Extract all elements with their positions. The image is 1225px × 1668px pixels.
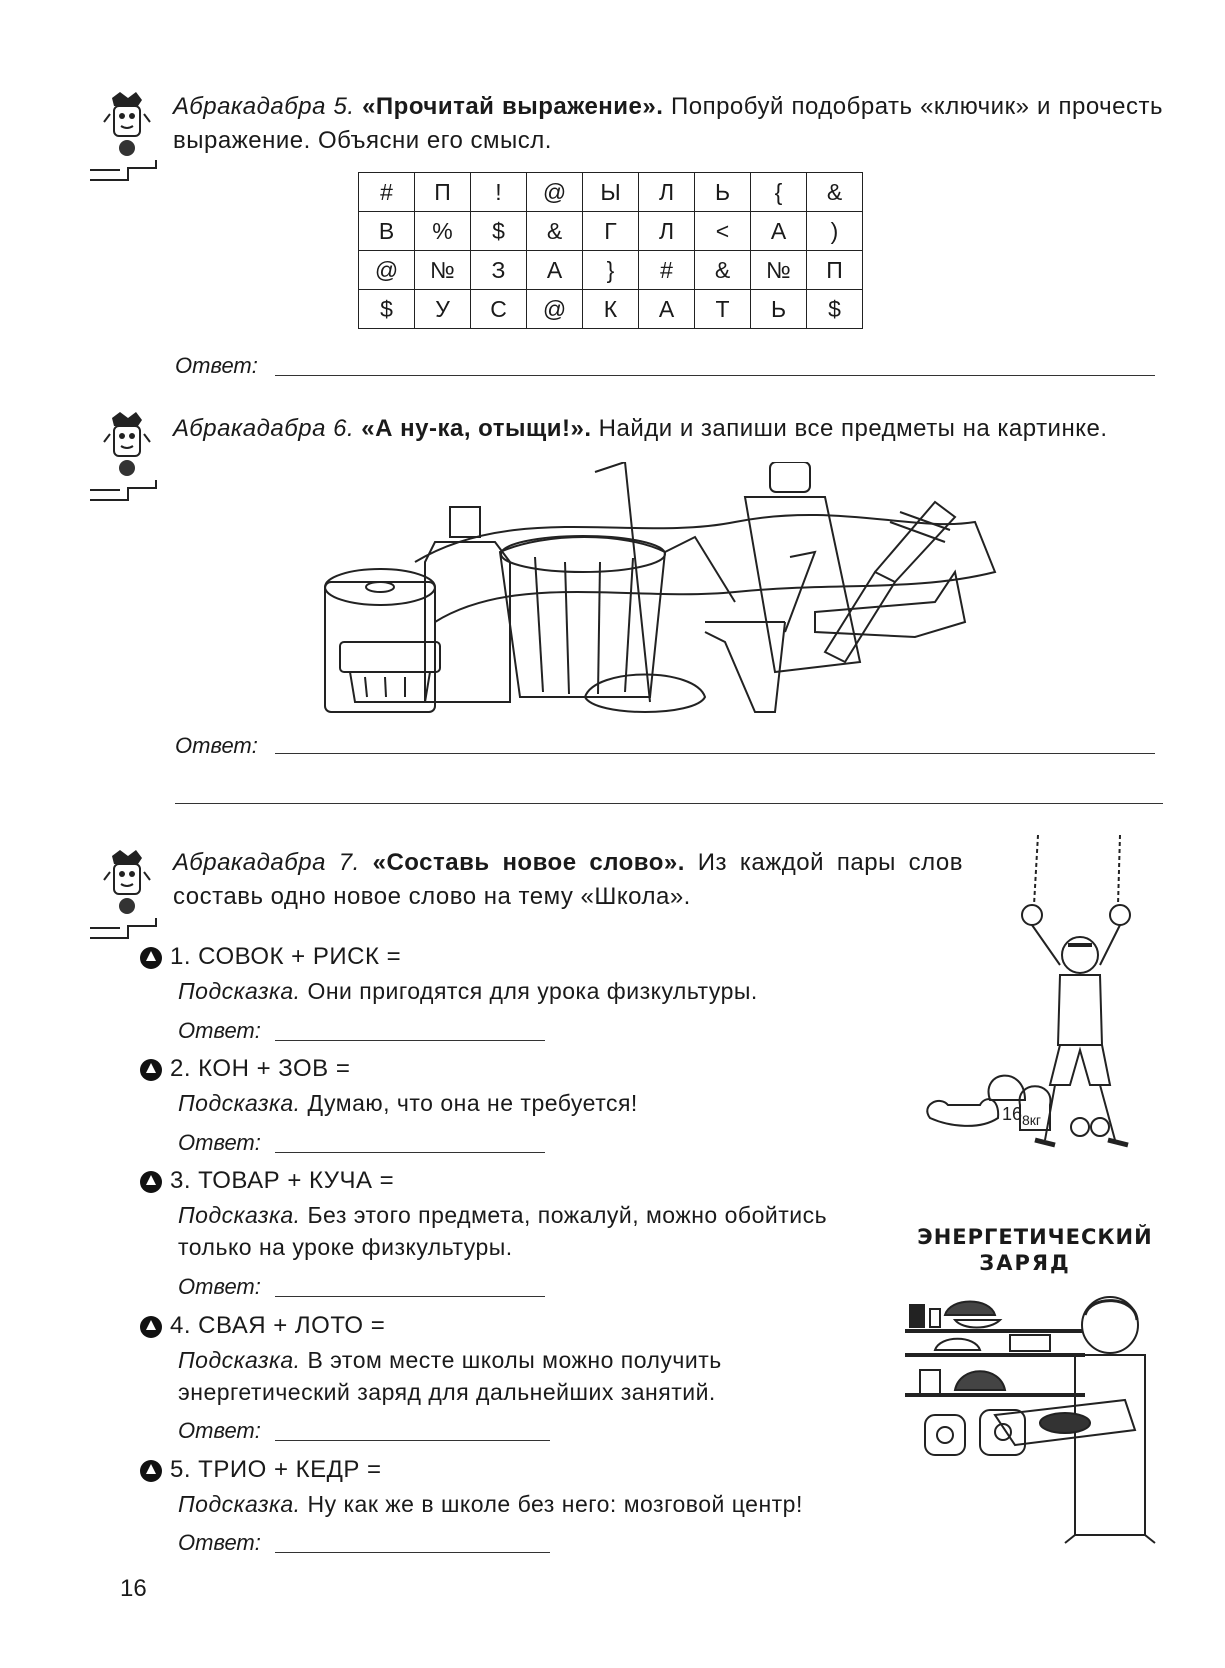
mascot-icon-task7 [90,846,160,946]
cipher-cell: # [359,173,415,212]
cipher-cell: Т [695,290,751,329]
item1-answer-label: Ответ: [178,1018,261,1043]
hint-label: Подсказка. [178,1202,301,1228]
mascot-icon-task5 [90,88,160,188]
gymnast-illustration [920,835,1160,1155]
bullet-icon [140,1460,162,1482]
task7-text: Из каждой пары слов составь одно новое слово на тему «Школа». [173,849,964,910]
cipher-row [359,212,863,251]
bullet-icon [140,1316,162,1338]
cipher-cell: & [807,173,863,212]
item1-equation [140,943,401,971]
mascot-icon-task6 [90,408,160,508]
cipher-cell: П [415,173,471,212]
task6-title-prefix: Абракадабра 6. [173,415,355,442]
cipher-cell: Ь [695,173,751,212]
cipher-cell: У [415,290,471,329]
cipher-cell: @ [527,173,583,212]
cipher-cell: } [583,251,639,290]
task7-title: «Составь новое слово». [372,849,685,876]
item4-equation [140,1312,385,1340]
cipher-cell: № [415,251,471,290]
cipher-cell: & [527,212,583,251]
item3-answer-label: Ответ: [178,1274,261,1299]
cipher-cell: < [695,212,751,251]
item4-hint [178,1344,858,1408]
cipher-cell: А [527,251,583,290]
cipher-cell: К [583,290,639,329]
hint-text: Ну как же в школе без него: мозговой центр! [307,1491,803,1517]
item5-answer-label: Ответ: [178,1530,261,1555]
cipher-cell: & [695,251,751,290]
cipher-row [359,251,863,290]
energy-illustration [905,1225,1165,1545]
weight-16-label: 16 [1002,1104,1023,1124]
task5-title-prefix: Абракадабра 5. [173,93,355,120]
cipher-cell: Ы [583,173,639,212]
item5-equation [140,1456,382,1484]
cipher-cell: А [639,290,695,329]
item3-hint [178,1199,858,1263]
cipher-cell: Л [639,212,695,251]
item5-hint [178,1488,968,1520]
hint-label: Подсказка. [178,1347,301,1373]
item3-answer-line[interactable] [275,1296,545,1297]
cipher-cell: № [751,251,807,290]
cipher-cell: З [471,251,527,290]
cipher-cell: П [807,251,863,290]
task6-text: Найди и запиши все предметы на картинке. [598,415,1108,442]
task7-intro [173,846,963,914]
cipher-cell: $ [807,290,863,329]
item1-hint [178,975,878,1007]
task5-answer-label: Ответ: [175,353,258,378]
hint-text: Без этого предмета, пожалуй, можно обойтись только на уроке физкультуры. [178,1202,828,1260]
cipher-cell: Л [639,173,695,212]
hidden-objects-illustration [315,462,1015,724]
item4-answer-label: Ответ: [178,1418,261,1443]
task6-answer-line-2[interactable] [175,803,1163,804]
item4-equation-text: 4. СВАЯ + ЛОТО = [170,1312,386,1339]
item2-equation-text: 2. КОН + ЗОВ = [170,1055,351,1082]
task5-intro [173,90,1163,158]
cipher-row [359,290,863,329]
task6-answer-label: Ответ: [175,733,258,758]
item1-answer-line[interactable] [275,1040,545,1041]
page-number: 16 [120,1575,147,1602]
weight-8-label: 8кг [1022,1112,1042,1128]
bullet-icon [140,947,162,969]
cipher-cell: С [471,290,527,329]
task6-title: «А ну-ка, отыщи!». [361,415,592,442]
cipher-cell: В [359,212,415,251]
hint-text: В этом месте школы можно получить энергетический заряд для дальнейших занятий. [178,1347,722,1405]
item5-answer-line[interactable] [275,1552,550,1553]
cipher-cell: @ [527,290,583,329]
cipher-cell: $ [471,212,527,251]
bullet-icon [140,1171,162,1193]
cipher-cell: $ [359,290,415,329]
bullet-icon [140,1059,162,1081]
task6-intro [173,412,1163,446]
energy-title-line2: ЗАРЯД [979,1251,1071,1275]
task5-title: «Прочитай выражение». [362,93,664,120]
cipher-cell: Ь [751,290,807,329]
item4-answer-line[interactable] [275,1440,550,1441]
cipher-cell: { [751,173,807,212]
cipher-cell: ) [807,212,863,251]
item5-equation-text: 5. ТРИО + КЕДР = [170,1456,382,1483]
cipher-cell: Г [583,212,639,251]
cipher-cell: @ [359,251,415,290]
hint-text: Они пригодятся для урока физкультуры. [307,978,758,1004]
item2-answer-label: Ответ: [178,1130,261,1155]
item2-answer-line[interactable] [275,1152,545,1153]
item1-equation-text: 1. СОВОК + РИСК = [170,943,402,970]
cipher-cell: % [415,212,471,251]
task5-answer-line[interactable] [275,375,1155,376]
item3-equation [140,1167,394,1195]
hint-label: Подсказка. [178,1491,301,1517]
hint-label: Подсказка. [178,978,301,1004]
cipher-grid [358,172,863,329]
item2-equation [140,1055,350,1083]
hint-text: Думаю, что она не требуется! [307,1090,638,1116]
task6-answer-line-1[interactable] [275,753,1155,754]
task7-title-prefix: Абракадабра 7. [173,849,360,876]
cipher-cell: # [639,251,695,290]
cipher-cell: А [751,212,807,251]
cipher-row [359,173,863,212]
energy-title-line1: ЭНЕРГЕТИЧЕСКИЙ [917,1225,1153,1249]
item2-hint [178,1087,878,1119]
hint-label: Подсказка. [178,1090,301,1116]
task5-text: Попробуй подобрать «ключик» и прочесть выражение. Объясни его смысл. [173,93,1163,154]
cipher-cell: ! [471,173,527,212]
item3-equation-text: 3. ТОВАР + КУЧА = [170,1167,395,1194]
